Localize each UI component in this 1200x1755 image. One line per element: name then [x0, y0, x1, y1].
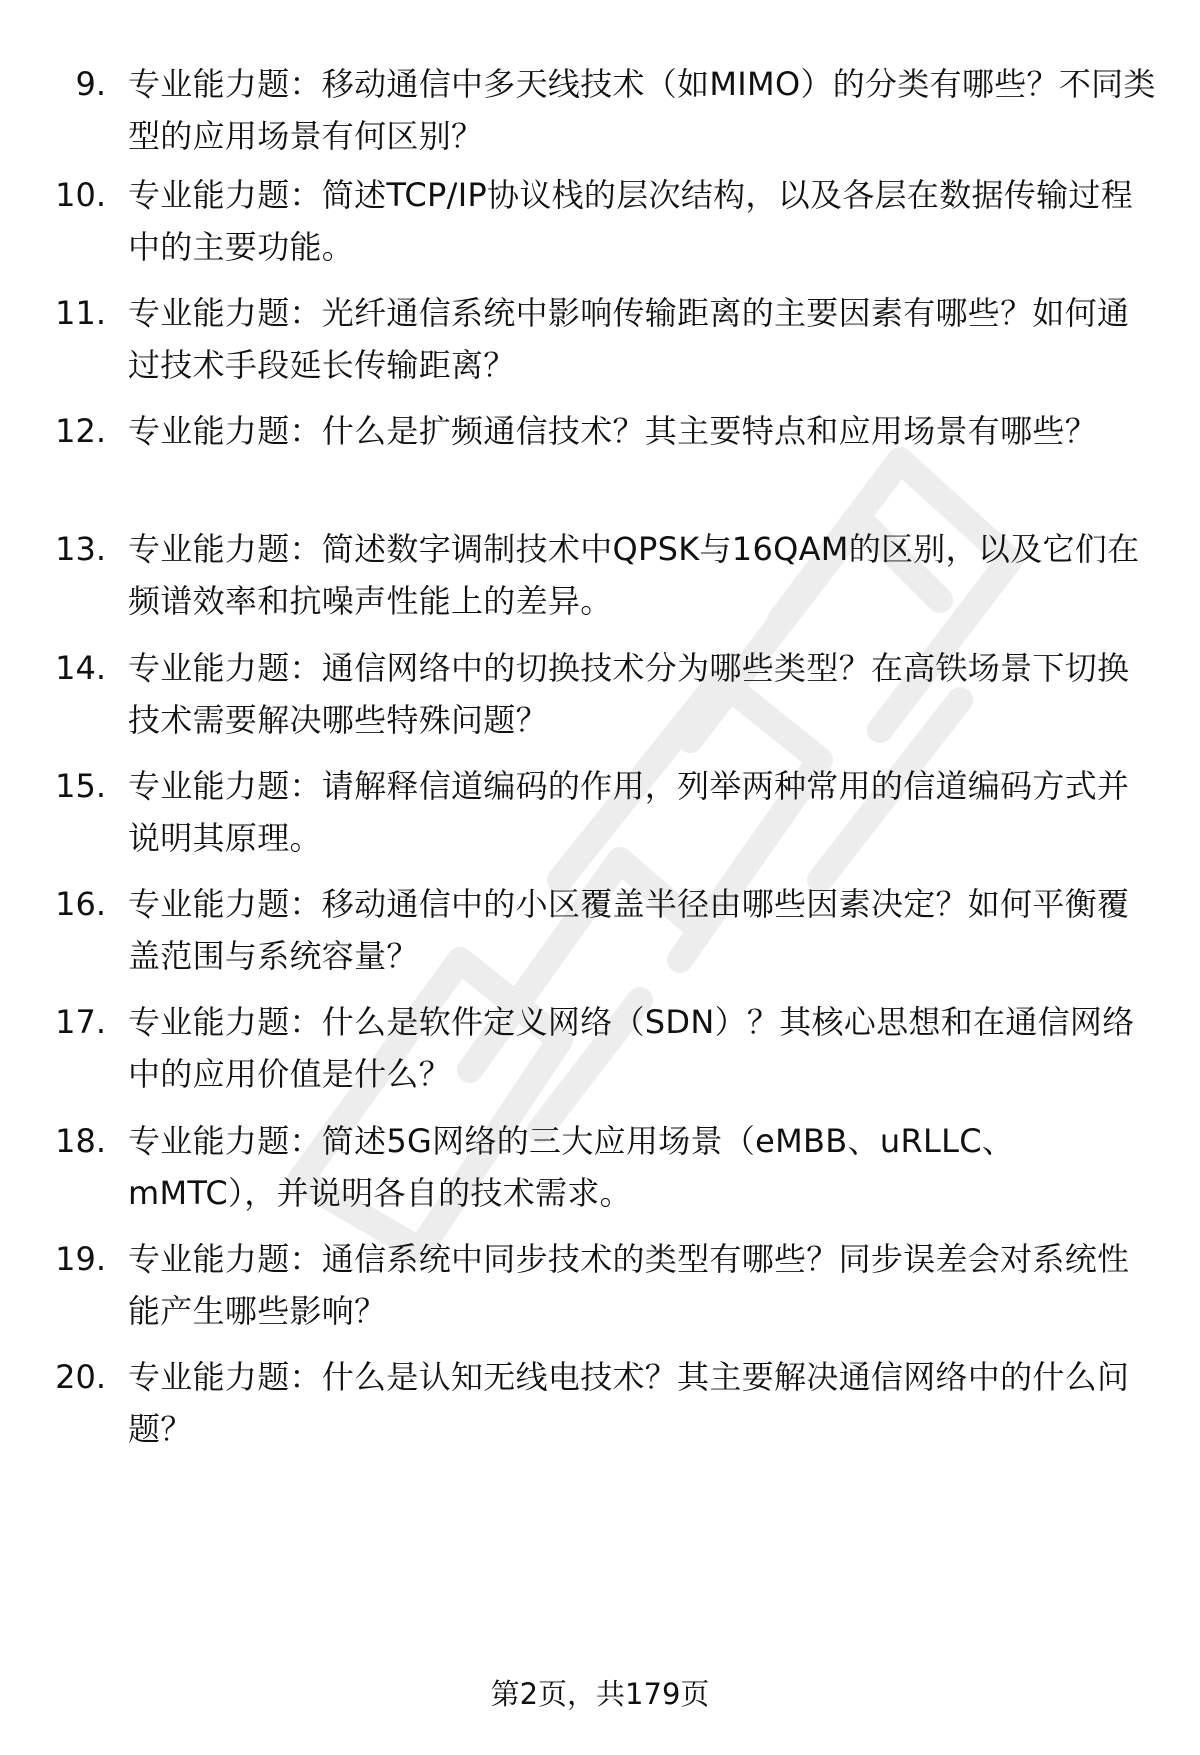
question-item — [0, 1115, 1200, 1215]
question-text: 专业能力题：什么是扩频通信技术？其主要特点和应用场景有哪些？ — [128, 412, 1098, 450]
question-number: 12. — [55, 412, 106, 450]
question-text: 专业能力题：简述数字调制技术中QPSK与16QAM的区别，以及它们在频谱效率和抗噪声性能上的差异。 — [128, 530, 1140, 620]
question-text: 专业能力题：通信网络中的切换技术分为哪些类型？在高铁场景下切换技术需要解决哪些特殊问题？ — [128, 649, 1130, 739]
question-text: 专业能力题：移动通信中的小区覆盖半径由哪些因素决定？如何平衡覆盖范围与系统容量？ — [128, 885, 1130, 975]
question-number: 11. — [55, 294, 106, 332]
question-item — [0, 996, 1200, 1096]
question-text: 专业能力题：光纤通信系统中影响传输距离的主要因素有哪些？如何通过技术手段延长传输距离？ — [128, 294, 1130, 384]
question-number: 14. — [55, 649, 106, 687]
question-item — [0, 523, 1200, 623]
question-text: 专业能力题：什么是软件定义网络（SDN）？其核心思想和在通信网络中的应用价值是什么？ — [128, 1003, 1135, 1093]
question-number: 10. — [55, 176, 106, 214]
question-number: 13. — [55, 530, 106, 568]
page-number-footer: 第2页，共179页 — [490, 1677, 710, 1711]
question-number: 17. — [55, 1003, 106, 1041]
question-item — [0, 642, 1200, 742]
question-item — [0, 878, 1200, 978]
question-number: 20. — [55, 1358, 106, 1396]
question-item — [0, 1351, 1200, 1451]
question-item — [0, 760, 1200, 860]
question-item — [0, 287, 1200, 387]
question-item — [0, 1233, 1200, 1333]
question-number: 15. — [55, 767, 106, 805]
question-text: 专业能力题：简述5G网络的三大应用场景（eMBB、uRLLC、mMTC），并说明各自的技术需求。 — [128, 1122, 1015, 1212]
question-text: 专业能力题：移动通信中多天线技术（如MIMO）的分类有哪些？不同类型的应用场景有何区别？ — [128, 65, 1156, 155]
question-text: 专业能力题：简述TCP/IP协议栈的层次结构，以及各层在数据传输过程中的主要功能。 — [128, 176, 1134, 266]
question-item — [0, 58, 1200, 158]
question-number: 9. — [75, 65, 106, 103]
question-number: 18. — [55, 1122, 106, 1160]
question-text: 专业能力题：什么是认知无线电技术？其主要解决通信网络中的什么问题？ — [128, 1358, 1130, 1448]
question-text: 专业能力题：通信系统中同步技术的类型有哪些？同步误差会对系统性能产生哪些影响？ — [128, 1240, 1130, 1330]
question-number: 16. — [55, 885, 106, 923]
question-text: 专业能力题：请解释信道编码的作用，列举两种常用的信道编码方式并说明其原理。 — [128, 767, 1130, 857]
question-item — [0, 169, 1200, 269]
question-item — [0, 405, 1200, 505]
question-number: 19. — [55, 1240, 106, 1278]
